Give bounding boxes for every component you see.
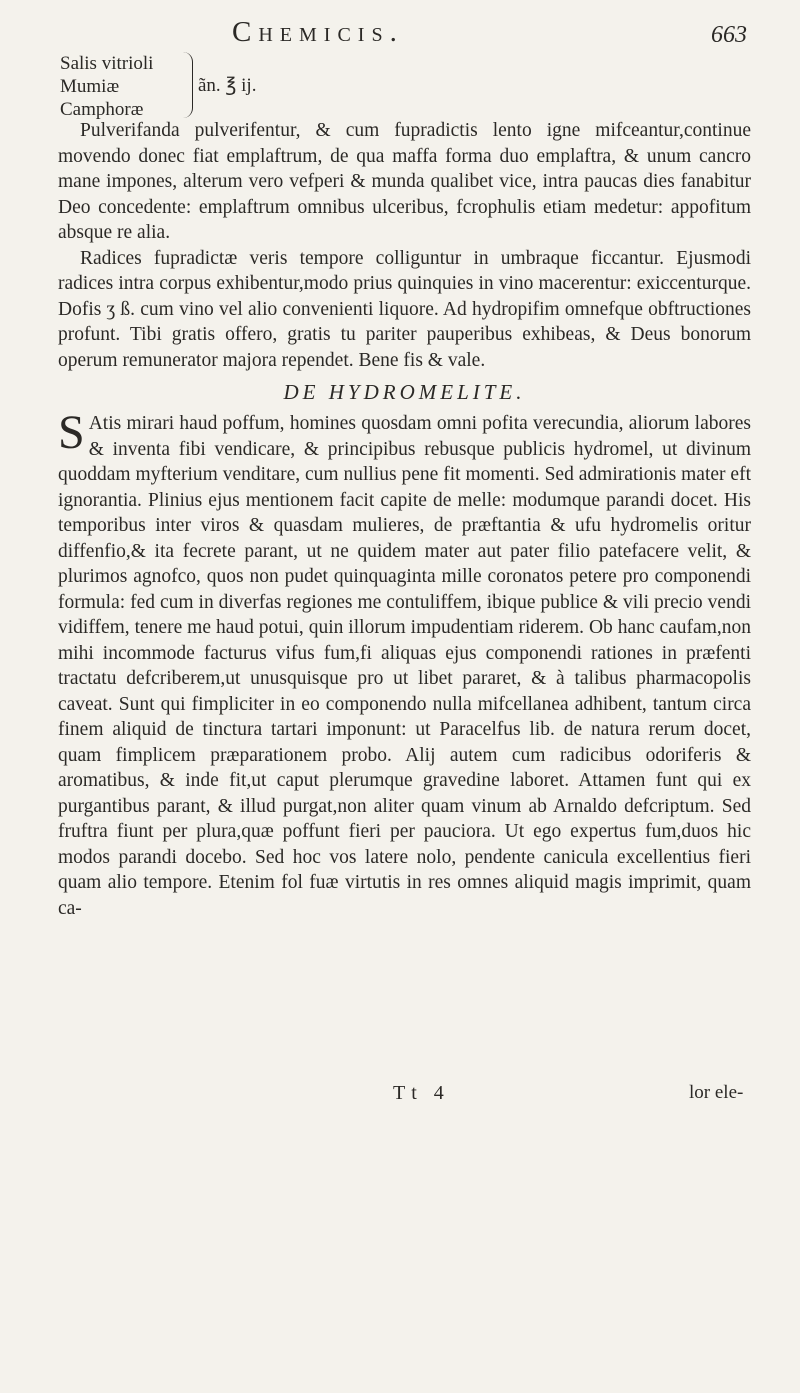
ingredient-brace	[178, 52, 193, 118]
running-title: Chemicis.	[232, 16, 404, 48]
ingredient-salis-vitrioli: Salis vitrioli	[60, 53, 154, 74]
paragraph-plaster: Pulverifanda pulverifentur, & cum fupradictis lento igne mifceantur,continue movendo donec fiat emplaftrum, de qua maffa forma duo emplaftra, & unum cancro mane impones, alterum vero vefperi & munda qualibet vice, intra paucas dies fanabitur Deo concedente: emplaftrum omnibus ulceribus, fcrophulis etiam medetur: appofitum absque re alia.	[58, 120, 751, 243]
ingredient-list	[60, 52, 153, 121]
signature-mark: Tt 4	[393, 1082, 450, 1104]
section-heading: DE HYDROMELITE.	[283, 380, 526, 404]
page-number: 663	[711, 22, 747, 48]
paragraph-roots: Radices fupradictæ veris tempore colliguntur in umbraque ficcantur. Ejusmodi radices intra corpus exhibentur,modo prius quinquies in vino macerentur: exiccenturque. Dofis ʒ ß. cum vino vel alio convenienti liquore. Ad hydropifim omnefque obftructiones profunt. Tibi gratis offero, gratis tu pariter pauperibus exhibeas, & Deus bonorum operum remunerator majora rependet. Bene fis & vale.	[58, 247, 751, 371]
ingredient-camphorae: Camphoræ	[60, 99, 144, 120]
catchword: lor ele-	[689, 1082, 744, 1103]
page-header	[0, 14, 800, 54]
main-text	[58, 118, 751, 921]
page-footer	[0, 1082, 800, 1112]
paragraph-hydromel-text: Atis mirari haud poffum, homines quosdam omni pofita verecundia, aliorum labores & inventa fibi vendicare, & principibus rebusque publicis hydromel, ut divinum quoddam myfterium venditare, cum nullius pene fit momenti. Sed admirationis mater eft ignorantia. Plinius ejus mentionem facit capite de melle: modumque parandi docet. His temporibus inter viros & quasdam mulieres, de præftantia & ufu hydromelis oritur diffenfio,& ita fecrete parant, ut ne quidem mater aut pater filio patefacere velit, & plurimos agnofco, quos non pudet quinquaginta mille coronatos petere pro componendi formula: fed cum in diverfas regiones me contuliffem, ibique publice & vili precio vendi vidiffem, tenere me haud potui, quin illorum impudentiam riderem. Ob hanc caufam,non mihi incommode facturus vifus fum,fi aliquas ejus componendi rationes in præfenti tractatu defcriberem,ut unusquisque pro ut libet pararet, & à talibus pharmacopolis caveat. Sunt qui fimpliciter in eo componendo nulla mifcellanea adhibent, tantum circa finem aliquid de tinctura tartari imponunt: ut Paracelfus lib. de natura rerum docet, quam fimplicem præparationem probo. Alij autem cum radicibus odoriferis & aromatibus, & inde fit,ut caput plerumque gravedine laboret. Attamen funt qui ex purgantibus parant, & illud purgat,non aliter quam vinum ab Arnaldo defcriptum. Sed fruftra fiunt per plura,quæ poffunt fieri per pauciora. Ut ego expertus fum,duos hic modos parandi docebo. Sed hoc vos latere nolo, pendente canicula excellentius fieri quam alio tempore. Etenim fol fuæ virtutis in res omnes aliquid magis imprimit, quam ca-	[58, 413, 751, 919]
ingredient-mumiae: Mumiæ	[60, 76, 120, 97]
drop-cap: S	[58, 406, 85, 459]
paragraph-hydromel	[58, 406, 751, 921]
recipe-dose: ãn. ℥ ij.	[198, 75, 257, 96]
